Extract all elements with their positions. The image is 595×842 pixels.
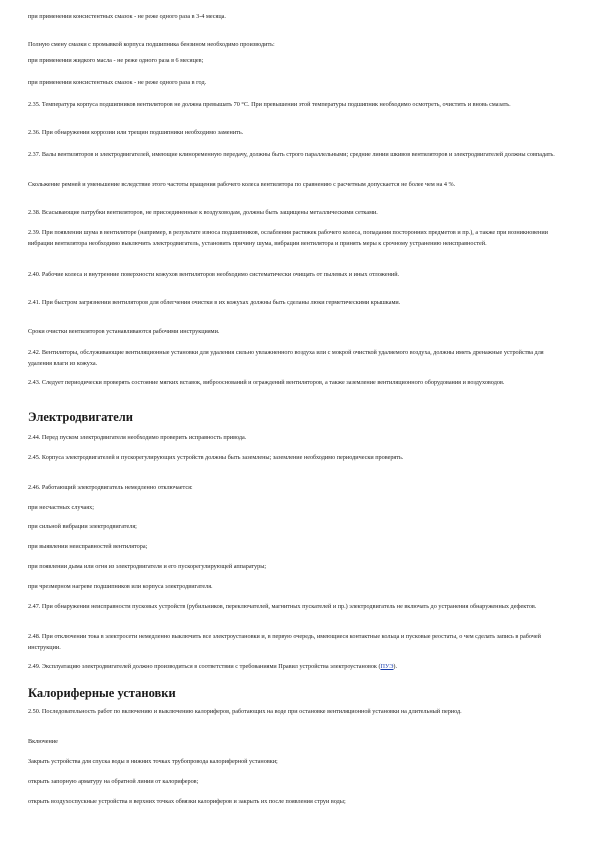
paragraph-2-36: 2.36. При обнаружении коррозии или трещин подшипники необходимо заменить.: [28, 129, 244, 136]
paragraph-2-40: 2.40. Рабочие колеса и внутренние поверхности кожухов вентиляторов необходимо систематически очищать от пылевых и иных отложений.: [28, 271, 400, 278]
list-item: при сильной вибрации электродвигателя;: [28, 523, 137, 530]
list-item: Закрыть устройства для спуска воды в нижних точках трубопровода калориферной установки;: [28, 758, 278, 765]
paragraph: Скольжение ремней и уменьшение вследствие этого частоты вращения рабочего колеса вентилятора по сравнению с расчетным допускается не более чем на 4 %.: [28, 181, 456, 188]
pue-link[interactable]: ПУЭ: [380, 663, 394, 670]
paragraph-2-37: 2.37. Валы вентиляторов и электродвигателей, имеющие клиноременную передачу, должны быть строго параллельными; средние линии шкивов вентиляторов и электродвигателей должны совпадать.: [28, 151, 555, 158]
paragraph-2-50: 2.50. Последовательность работ по включению и выключению калориферов, работающих на воде при остановке вентиляционной установки на длительный период.: [28, 708, 462, 715]
paragraph: при применении жидкого масла - не реже одного раза в 6 месяцев;: [28, 57, 204, 64]
paragraph: при применении консистентных смазок - не реже одного раза в год.: [28, 79, 207, 86]
section-heading-heaters: Калориферные установки: [28, 686, 176, 700]
paragraph-2-42: 2.42. Вентиляторы, обслуживающие вентиляционные установки для удаления сильно увлажненного воздуха или с мокрой очисткой удаляемого воздуха, должны иметь дренажные устройства для удаления влаги из кожуха.: [28, 349, 544, 367]
paragraph: Полную смену смазки с промывкой корпуса подшипника бензином необходимо производить:: [28, 41, 275, 48]
paragraph-2-45: 2.45. Корпуса электродвигателей и пускорегулирующих устройств должны быть заземлены; заземление необходимо периодически проверять.: [28, 454, 404, 461]
paragraph-2-44: 2.44. Перед пуском электродвигателя необходимо проверить исправность привода.: [28, 434, 247, 441]
list-item: открыть запорную арматуру на обратной линии от калориферов;: [28, 778, 199, 785]
subheading-switch-on: Включение: [28, 738, 58, 745]
paragraph-2-46: 2.46. Работающий электродвигатель немедленно отключается:: [28, 484, 193, 491]
paragraph-2-47: 2.47. При обнаружении неисправности пусковых устройств (рубильников, переключателей, магнитных пускателей и пр.) электродвигатель не включать до устранения обнаруженных дефектов.: [28, 603, 537, 610]
paragraph-2-39: 2.39. При появлении шума в вентиляторе (например, в результате износа подшипников, ослабления растяжек рабочего колеса, попадания посторонних предметов и пр.), а также при возникновении вибрации вентилятора необходимо выключить электродвигатель, установить причину шума, вибрации вентилятора и принять меры к срочному устранению неисправностей.: [28, 229, 548, 247]
paragraph-2-48: 2.48. При отключении тока в электросети немедленно выключить все электроустановки и, в первую очередь, имеющиеся контактные кольца и пусковые реостаты, о чем сделать запись в рабочей инструкции.: [28, 633, 541, 651]
paragraph: при применении консистентных смазок - не реже одного раза в 3-4 месяца.: [28, 13, 226, 20]
paragraph: Сроки очистки вентиляторов устанавливаются рабочими инструкциями.: [28, 328, 220, 335]
list-item: при выявлении неисправностей вентилятора;: [28, 543, 148, 550]
list-item: при чрезмерном нагреве подшипников или корпуса электродвигателя.: [28, 583, 213, 590]
paragraph-2-38: 2.38. Всасывающие патрубки вентиляторов, не присоединенные к воздуховодам, должны быть защищены металлическими сетками.: [28, 209, 378, 216]
paragraph-2-35: 2.35. Температура корпуса подшипников вентиляторов не должна превышать 70 °С. При превышении этой температуры подшипник необходимо осмотреть, очистить и вновь смазать.: [28, 101, 511, 108]
paragraph-2-41: 2.41. При быстром загрязнении вентиляторов для облегчения очистки в их кожухах должны быть сделаны люки герметическими крышками.: [28, 299, 401, 306]
list-item: при появлении дыма или огня из электродвигателя и его пускорегулирующей аппаратуры;: [28, 563, 267, 570]
paragraph-2-49: [28, 662, 568, 673]
paragraph-2-49-text: 2.49. Эксплуатацию электродвигателей должно производиться в соответствии с требованиями Правил устройства электроустановок (: [28, 663, 381, 670]
list-item: при несчастных случаях;: [28, 504, 94, 511]
paragraph-2-49-tail: ).: [393, 663, 398, 670]
paragraph-2-43: 2.43. Следует периодически проверять состояние мягких вставок, виброоснований и ограждений вентиляторов, а также заземление вентиляционного оборудования и воздуховодов.: [28, 379, 505, 386]
list-item: открыть воздухоспускные устройства в верхних точках обвязки калориферов и закрыть их после появления струи воды;: [28, 798, 346, 805]
section-heading-motors: Электродвигатели: [28, 410, 133, 424]
